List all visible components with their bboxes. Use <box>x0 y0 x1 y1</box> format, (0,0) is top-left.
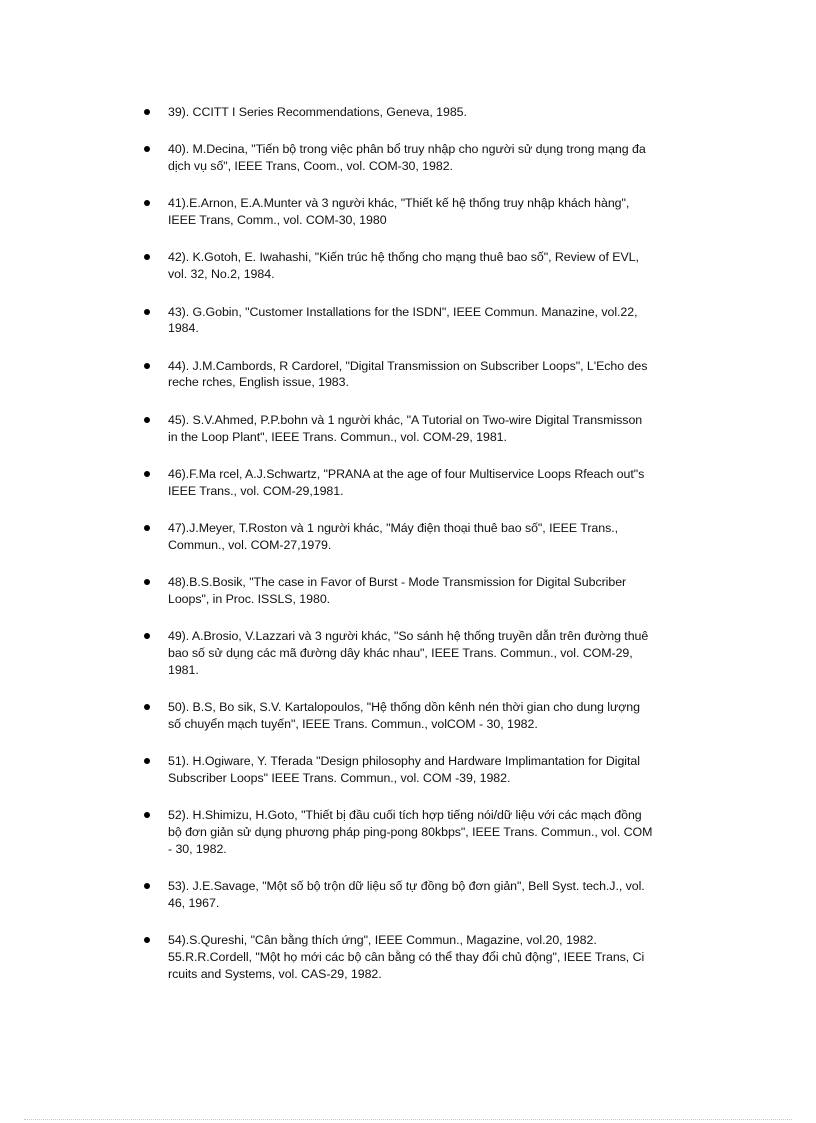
reference-item <box>140 195 695 229</box>
bullet-icon <box>144 525 150 531</box>
reference-text: 44). J.M.Cambords, R Cardorel, "Digital Transmission on Subscriber Loops", L'Echo des reche rches, English issue, 1983. <box>168 358 648 390</box>
reference-text: 51). H.Ogiware, Y. Tferada "Design philosophy and Hardware Implimantation for Digital Subscriber Loops" IEEE Trans. Commun., vol. COM -39, 1982. <box>168 754 640 785</box>
reference-item <box>140 520 695 554</box>
bullet-icon <box>144 109 150 115</box>
reference-item <box>140 699 695 733</box>
reference-item <box>140 141 695 175</box>
bullet-icon <box>144 309 150 315</box>
reference-text: 46).F.Ma rcel, A.J.Schwartz, "PRANA at the age of four Multiservice Loops Rfeach out"s IEEE Trans., vol. COM-29,1981. <box>168 466 645 498</box>
bullet-icon <box>144 417 150 423</box>
reference-item <box>140 104 695 121</box>
reference-item <box>140 574 695 608</box>
reference-text: 48).B.S.Bosik, "The case in Favor of Burst - Mode Transmission for Digital Subcriber Loops", in Proc. ISSLS, 1980. <box>168 575 627 606</box>
reference-item <box>140 304 695 338</box>
reference-list <box>140 104 695 1003</box>
reference-text: 53). J.E.Savage, "Một số bộ trộn dữ liệu số tự đồng bộ đơn giản", Bell Syst. tech.J., vol. 46, 1967. <box>168 879 645 910</box>
reference-text: 43). G.Gobin, "Customer Installations for the ISDN", IEEE Commun. Manazine, vol.22, 1984. <box>168 304 638 336</box>
bullet-icon <box>144 883 150 889</box>
bullet-icon <box>144 937 150 943</box>
reference-item <box>140 249 695 283</box>
reference-text: 52). H.Shimizu, H.Goto, "Thiết bị đầu cuối tích hợp tiếng nói/dữ liệu với các mạch đồng bộ đơn giản sử dụng phương pháp ping-pong 80kbps", IEEE Trans. Commun., vol. COM - 30, 1982. <box>168 808 653 856</box>
reference-text: 41).E.Arnon, E.A.Munter và 3 người khác, "Thiết kế hệ thống truy nhập khách hàng", IEEE Trans, Comm., vol. COM-30, 1980 <box>168 196 630 228</box>
reference-item <box>140 628 695 678</box>
bullet-icon <box>144 363 150 369</box>
reference-text: 54).S.Qureshi, "Cân bằng thích ứng", IEEE Commun., Magazine, vol.20, 1982. 55.R.R.Cordell, "Một họ mới các bộ cân bằng có thể thay đổi chủ động", IEEE Trans, Ci rcuits and Systems, vol. CAS-29, 1982. <box>168 933 645 981</box>
bullet-icon <box>144 200 150 206</box>
reference-item <box>140 807 695 857</box>
bullet-icon <box>144 579 150 585</box>
bullet-icon <box>144 812 150 818</box>
reference-text: 47).J.Meyer, T.Roston và 1 người khác, "Máy điện thoại thuê bao số", IEEE Trans., Commun., vol. COM-27,1979. <box>168 520 619 552</box>
bullet-icon <box>144 704 150 710</box>
reference-item <box>140 878 695 912</box>
reference-text: 42). K.Gotoh, E. Iwahashi, "Kiến trúc hệ thống cho mạng thuê bao số", Review of EVL, vol. 32, No.2, 1984. <box>168 250 639 282</box>
reference-text: 40). M.Decina, "Tiến bộ trong việc phân bổ truy nhập cho người sử dụng trong mạng đa dịch vụ số", IEEE Trans, Coom., vol. COM-30, 1982. <box>168 142 646 174</box>
reference-text: 39). CCITT I Series Recommendations, Geneva, 1985. <box>168 105 467 119</box>
bullet-icon <box>144 146 150 152</box>
reference-item <box>140 466 695 500</box>
reference-item <box>140 753 695 787</box>
reference-text: 49). A.Brosio, V.Lazzari và 3 người khác, "So sánh hệ thống truyền dẫn trên đường thuê bao số sử dụng các mã đường dây khác nhau", IEEE Trans. Commun., vol. COM-29, 1981. <box>168 629 649 677</box>
reference-item <box>140 412 695 446</box>
reference-text: 45). S.V.Ahmed, P.P.bohn và 1 người khác, "A Tutorial on Two-wire Digital Transmisson in the Loop Plant", IEEE Trans. Commun., vol. COM-29, 1981. <box>168 412 643 444</box>
bullet-icon <box>144 471 150 477</box>
bullet-icon <box>144 758 150 764</box>
bullet-icon <box>144 254 150 260</box>
reference-item <box>140 932 695 982</box>
reference-text: 50). B.S, Bo sik, S.V. Kartalopoulos, "Hệ thống dồn kênh nén thời gian cho dung lượng số chuyển mạch tuyến", IEEE Trans. Commun., volCOM - 30, 1982. <box>168 700 640 731</box>
bullet-icon <box>144 633 150 639</box>
page-bottom-divider <box>24 1119 792 1120</box>
reference-item <box>140 358 695 392</box>
